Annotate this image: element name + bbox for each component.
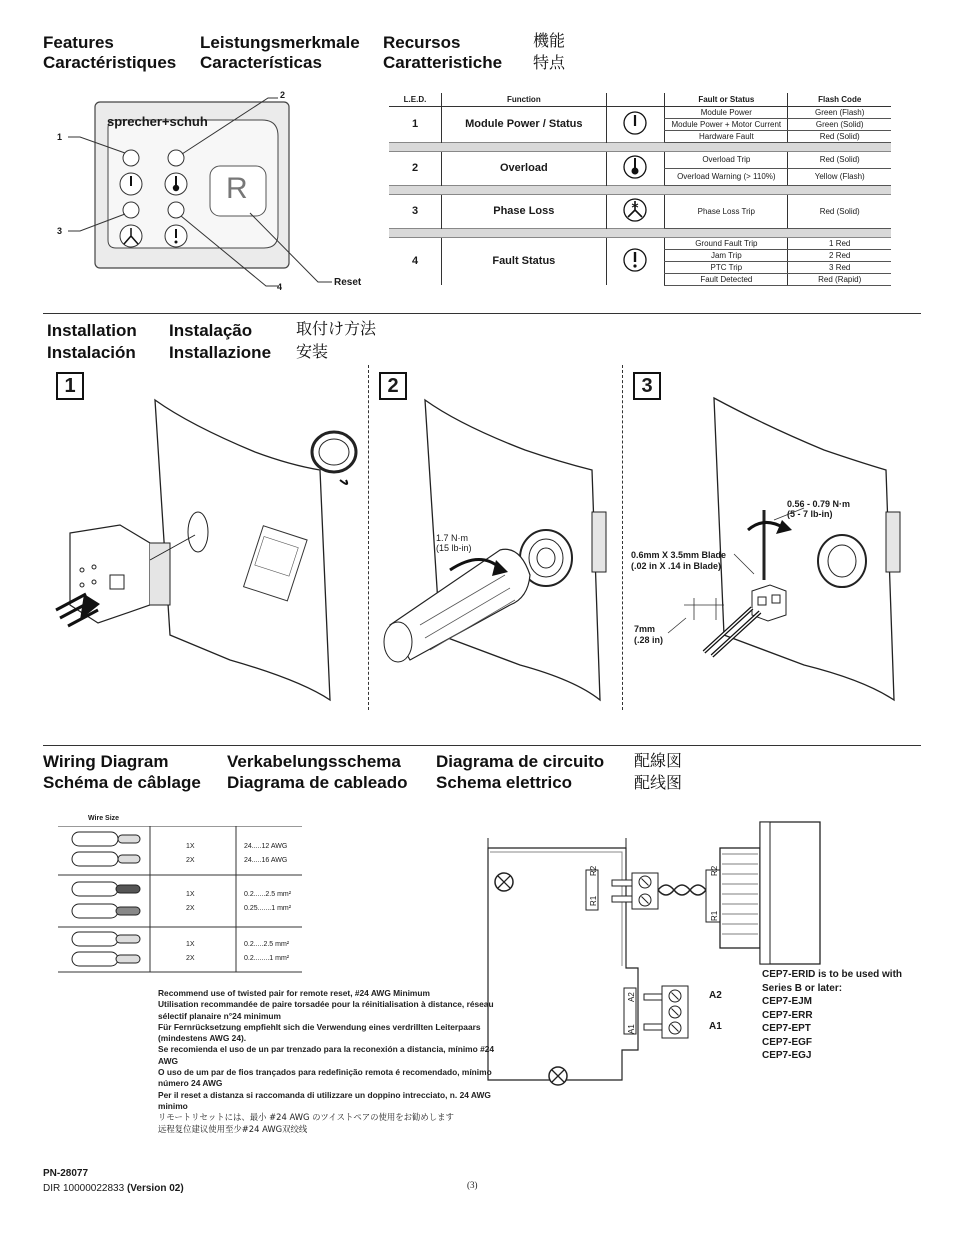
step-3-strip — [634, 624, 663, 646]
step-3-strip-imperial: (.28 in) — [634, 635, 664, 645]
features-heading-de: Leistungsmerkmale — [200, 33, 360, 52]
supply-a2-label: A2 — [709, 990, 722, 1001]
part-number: PN-28077 — [43, 1168, 89, 1179]
note-ja: リモートリセットには、最小 #24 AWG のツイストペアの使用をお勧めします — [158, 1112, 454, 1123]
wire-count — [186, 840, 195, 868]
fault-item: Jam Trip — [665, 249, 788, 261]
flash-code: 2 Red — [788, 249, 891, 261]
flash-code: Red (Solid) — [788, 194, 891, 228]
note-zh: 远程复位建议使用至少#24 AWG双绞线 — [158, 1123, 308, 1134]
reset-button-label: R — [226, 172, 248, 205]
installation-heading-en: Installation — [47, 321, 137, 340]
step-1-badge: 1 — [56, 372, 84, 400]
fault-item: Module Power — [665, 106, 788, 118]
exclamation-icon — [606, 237, 665, 285]
step-3-strip-metric: 7mm — [634, 624, 656, 634]
led-function: Module Power / Status — [442, 106, 607, 142]
installation-heading-pt: Instalação — [169, 321, 253, 340]
fault-item: Module Power + Motor Current — [665, 118, 788, 130]
wire-size — [244, 840, 287, 868]
note-de: Für Fernrücksetzung empfiehlt sich die Verwendung eines verdrillten Leiterpaars (mindestens AWG 24). — [158, 1021, 481, 1044]
supply-a1-label: A1 — [709, 1021, 722, 1032]
led-number: 4 — [411, 255, 419, 268]
wiring-heading-en: Wiring Diagram — [43, 752, 169, 771]
table-row — [389, 194, 891, 228]
step-2-torque-metric: 1.7 N·m — [436, 533, 469, 543]
reset-callout-label: Reset — [334, 277, 362, 288]
installation-divider — [43, 313, 921, 314]
wire-size — [244, 938, 289, 966]
led-number: 1 — [411, 118, 419, 130]
note-it: Per il reset a distanza si raccomanda di utilizzare un doppino intrecciato, n. 24 AWG minimo — [158, 1089, 491, 1111]
step-2-torque-imperial: (15 lb-in) — [436, 543, 472, 553]
note-fr: Utilisation recommandée de paire torsadée pour la réinitialisation à distance, réseau sélectif planaire n°24 minimum — [158, 999, 494, 1021]
page-number: (3) — [467, 1180, 478, 1190]
flash-code: Red (Solid) — [788, 130, 891, 142]
flash-code: Green (Flash) — [788, 106, 891, 118]
fault-item: Hardware Fault — [665, 130, 788, 142]
wiring-heading-pt: Diagrama de circuito — [436, 752, 605, 771]
note-es: Se recomienda el uso de un par trenzado para la reconexión a distancia, mínimo #24 AWG — [158, 1044, 495, 1066]
fault-item: Overload Trip — [665, 151, 788, 168]
flash-code: 1 Red — [788, 237, 891, 249]
installation-heading-ja: 取付け方法 — [296, 319, 377, 338]
wire-size-value: 24.....12 AWG — [244, 843, 288, 850]
flash-col-header: Flash Code — [788, 93, 891, 106]
flash-code: Green (Solid) — [788, 118, 891, 130]
led-number: 2 — [411, 162, 419, 174]
features-heading-zh: 特点 — [533, 53, 566, 72]
fault-item: Phase Loss Trip — [665, 194, 788, 228]
wire-size-value: 0.25.......1 mm² — [244, 905, 292, 912]
features-heading-ja: 機能 — [533, 31, 566, 50]
wire-count-1x: 1X — [186, 941, 195, 948]
dir-number: DIR 10000022833 — [43, 1183, 125, 1194]
led-number: 3 — [411, 205, 419, 217]
flash-code: Red (Solid) — [788, 151, 891, 168]
led-function: Phase Loss — [442, 194, 607, 228]
function-col-header: Function — [442, 93, 607, 106]
step-1-illustration — [50, 380, 368, 710]
icon-col-header — [606, 93, 665, 106]
flash-code: Red (Rapid) — [788, 273, 891, 285]
wiring-heading-it: Schema elettrico — [436, 773, 573, 792]
wire-size-value: 0.2........1 mm² — [244, 955, 290, 962]
fault-item: Fault Detected — [665, 273, 788, 285]
wire-count-2x: 2X — [186, 857, 195, 864]
model-item: CEP7-EPT — [762, 1023, 811, 1034]
features-heading-en: Features — [43, 33, 114, 52]
step-divider — [368, 365, 369, 710]
wire-count — [186, 938, 195, 966]
features-heading-it: Caratteristiche — [383, 53, 503, 72]
document-id — [43, 1183, 184, 1194]
installation-heading-it: Installazione — [169, 343, 272, 362]
terminal-r1-label: R1 — [589, 895, 598, 906]
step-3-torque — [787, 499, 850, 519]
led-function: Overload — [442, 151, 607, 185]
wire-count-1x: 1X — [186, 891, 195, 898]
features-heading-pt: Recursos — [383, 33, 461, 52]
model-item: CEP7-ERR — [762, 1009, 813, 1021]
brand-logo: sprecher+schuh — [107, 114, 208, 129]
led-col-header: L.E.D. — [389, 93, 442, 106]
callout-2: 2 — [280, 90, 286, 100]
models-title: CEP7-ERID is to be used with Series B or later: — [762, 969, 903, 994]
terminal-r2-label: R2 — [589, 865, 598, 876]
wire-size — [244, 888, 291, 916]
note-en: Recommend use of twisted pair for remote reset, #24 AWG Minimum — [158, 988, 430, 998]
step-3-blade — [631, 550, 726, 572]
callout-3: 3 — [57, 226, 63, 236]
remote-reset-notes — [158, 988, 496, 1135]
thermometer-icon — [606, 151, 665, 185]
wire-count-2x: 2X — [186, 955, 195, 962]
fault-item: Overload Warning (> 110%) — [665, 168, 788, 185]
step-3-blade-imperial: (.02 in X .14 in Blade) — [631, 561, 722, 571]
version: (Version 02) — [126, 1183, 184, 1194]
fault-col-header: Fault or Status — [665, 93, 788, 106]
wiring-heading-de: Verkabelungsschema — [227, 752, 401, 771]
wiring-heading-zh: 配线图 — [634, 773, 683, 792]
table-row — [389, 106, 891, 118]
step-3-illustration — [624, 380, 924, 710]
features-heading-es: Características — [200, 53, 322, 72]
model-item: CEP7-EGJ — [762, 1050, 812, 1061]
table-row — [389, 237, 891, 249]
step-2-torque — [436, 533, 472, 553]
step-2-badge: 2 — [379, 372, 407, 400]
terminal-a1-label: A1 — [627, 1024, 636, 1034]
features-heading-fr: Caractéristiques — [43, 53, 177, 72]
wire-size-label: Wire Size — [88, 815, 120, 822]
wire-count-2x: 2X — [186, 905, 195, 912]
wire-count-1x: 1X — [186, 843, 195, 850]
compatible-models — [762, 968, 912, 1063]
callout-4: 4 — [277, 282, 283, 292]
step-3-badge: 3 — [633, 372, 661, 400]
remote-r2-label: R2 — [710, 865, 719, 876]
wiring-heading-ja: 配線図 — [634, 751, 683, 770]
step-2-illustration — [370, 380, 622, 710]
step-3-torque-metric: 0.56 - 0.79 N·m — [787, 499, 851, 509]
flash-code: Yellow (Flash) — [788, 168, 891, 185]
remote-r1-label: R1 — [710, 910, 719, 921]
callout-1: 1 — [57, 132, 63, 142]
wiring-heading-fr: Schéma de câblage — [43, 773, 201, 792]
step-divider — [622, 365, 623, 710]
fault-item: Ground Fault Trip — [665, 237, 788, 249]
table-row — [389, 151, 891, 168]
led-status-table — [389, 93, 891, 286]
led-function: Fault Status — [442, 237, 607, 285]
flash-code: 3 Red — [788, 261, 891, 273]
note-pt: O uso de um par de fios trançados para redefinição remota é recomendado, mínimo número 24 AWG — [158, 1067, 492, 1089]
terminal-a2-label: A2 — [627, 992, 636, 1002]
wire-count — [186, 888, 195, 916]
wire-size-value: 0.2......2.5 mm² — [244, 891, 292, 898]
step-3-blade-metric: 0.6mm X 3.5mm Blade — [631, 550, 727, 560]
step-3-torque-imperial: (5 - 7 lb-in) — [787, 509, 833, 519]
phase-loss-icon — [606, 194, 665, 228]
model-item: CEP7-EJM — [762, 996, 813, 1007]
wiring-heading-es: Diagrama de cableado — [227, 773, 408, 792]
fault-item: PTC Trip — [665, 261, 788, 273]
model-item: CEP7-EGF — [762, 1036, 813, 1048]
installation-heading-es: Instalación — [47, 343, 136, 362]
wiring-divider — [43, 745, 921, 746]
wire-size-value: 24.....16 AWG — [244, 857, 288, 864]
installation-heading-zh: 安装 — [296, 342, 329, 361]
power-icon — [606, 106, 665, 142]
wire-size-value: 0.2.....2.5 mm² — [244, 941, 290, 948]
device-front-illustration — [50, 88, 380, 298]
